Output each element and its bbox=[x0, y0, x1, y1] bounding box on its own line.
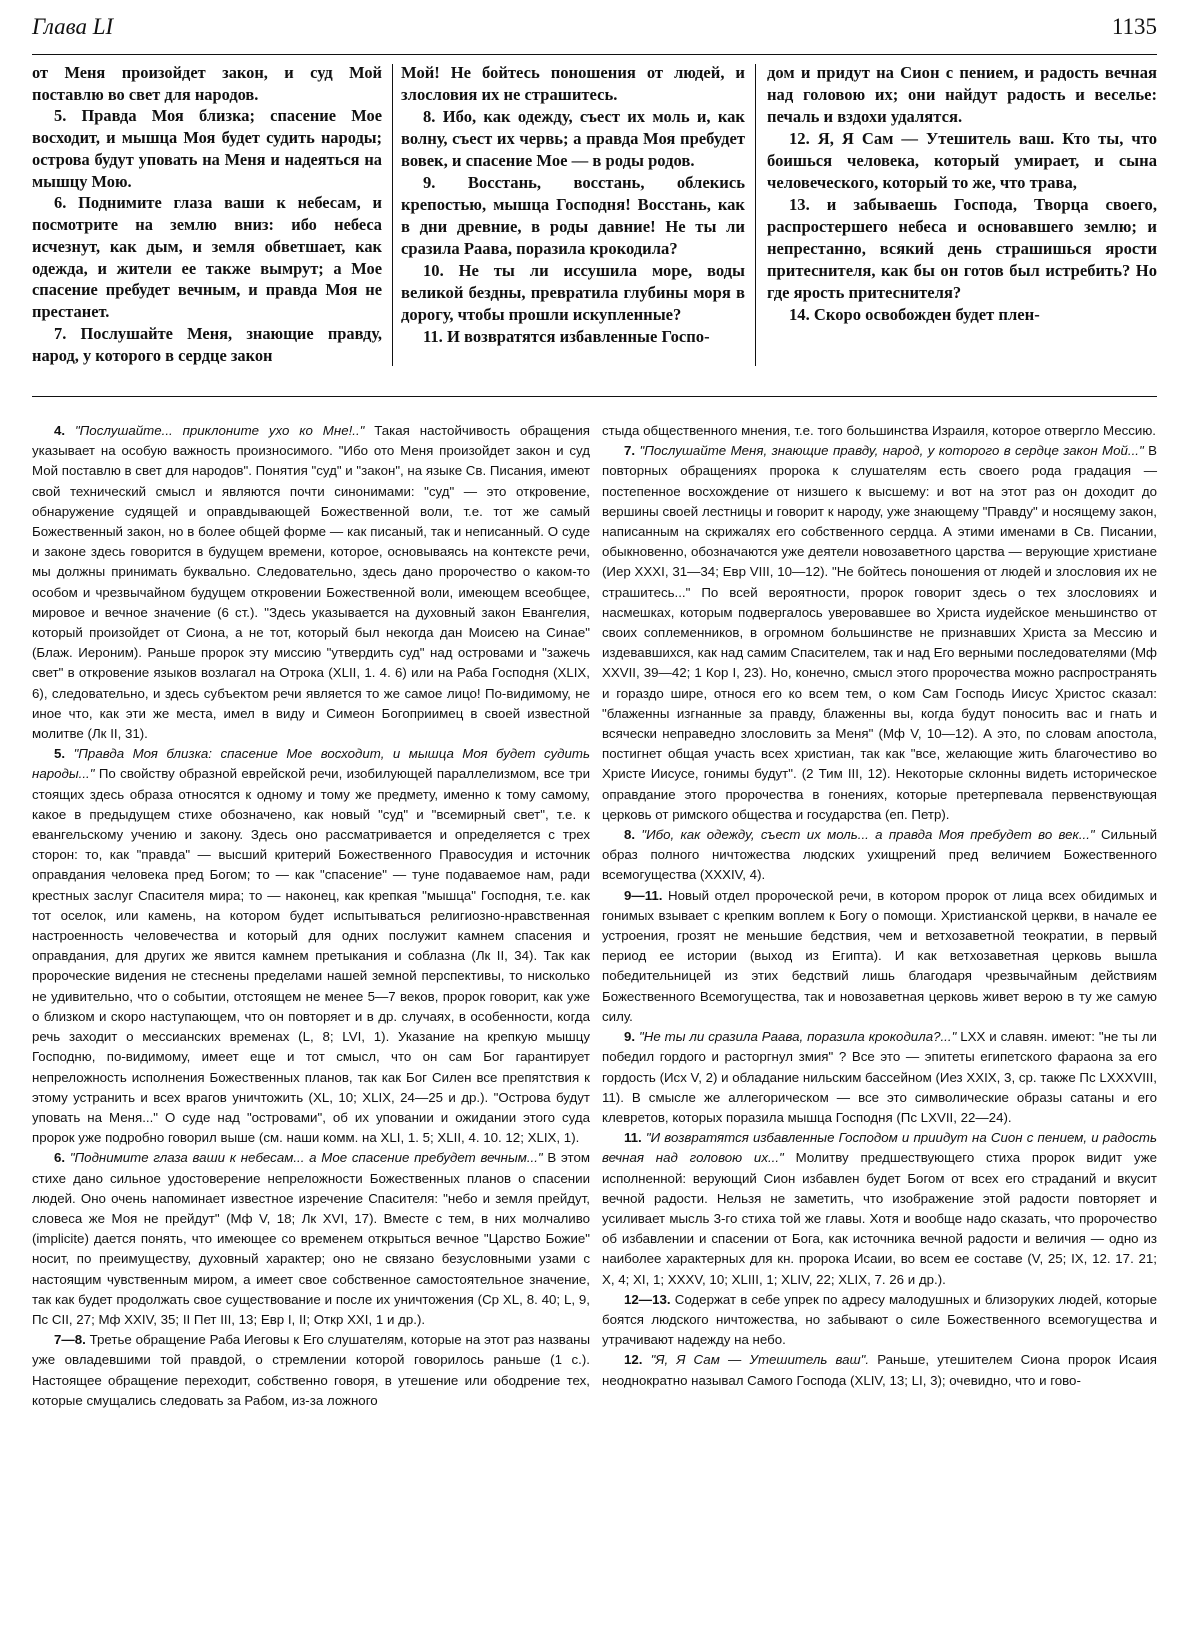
verse-reference: 9—11. bbox=[624, 887, 663, 903]
verse-paragraph: 7. Послушайте Меня, знающие правду, народ, у которого в сердце закон bbox=[32, 323, 382, 365]
verse-reference: 5. bbox=[54, 746, 66, 762]
commentary-text: Новый отдел пророческой речи, в котором пророк от лица всех обидимых и гонимых взывает с крепким воплем к Богу о помощи. Христианской церкви, в начале ее устроения, грозят не меньшие бедствия, чем и ветхозаветной теократии, в первый период ее истории (выход из Египта). И как ветхозаветная церковь вышла победительницей из этих бедствий лишь благодаря чрезвычайным действиям Божественного Всемогущества, так и новозаветная церковь живет верою в ту же самую силу. bbox=[602, 887, 1157, 1024]
commentary-paragraph bbox=[602, 825, 1157, 886]
verse-reference: 11. bbox=[624, 1130, 642, 1146]
verse-quote: "И возвратятся избавленные Господом и приидут на Сион с пением, и радость вечная над головою их..." bbox=[602, 1130, 1157, 1166]
verse-quote: "Ибо, как одежду, съест их моль... а правда Моя пребудет во век..." bbox=[641, 827, 1095, 843]
scripture-column-2 bbox=[401, 62, 745, 348]
verse-paragraph: от Меня произойдет закон, и суд Мой поставлю во свет для народов. bbox=[32, 63, 382, 104]
commentary-paragraph bbox=[32, 1148, 590, 1330]
commentary-text: Молитву предшествующего стиха пророк видит уже исполненной: верующий Сион избавлен будет Богом от всех его страданий и вкусит вечной радости. Нельзя не заметить, что изображение этой радости повторяет и усиливает мысль 3-го стиха той же главы. Хотя и вообще надо сказать, что пророчество об избавлении и спасении от Бога, как источника вечной радости и величия — одно из наиболее характерных для кн. пророка Исаии, во всем ее составе (V, 25; IX, 12. 17. 21; X, 4; XI, 1; XXXV, 10; XLIII, 1; XLIV, 22; XLIX, 7. 26 и др.). bbox=[602, 1150, 1157, 1287]
commentary-column-1 bbox=[32, 421, 590, 1411]
commentary-text: Сильный образ полного ничтожества людских ухищрений пред величием Божественного всемогущества (XXXIV, 4). bbox=[602, 827, 1157, 883]
commentary-paragraph bbox=[32, 1330, 590, 1411]
verse-reference: 8. bbox=[624, 827, 636, 843]
commentary-text: LXX и славян. имеют: "не ты ли победил гордого и расторгнул змия" ? Все это — эпитеты египетского фараона за его гордость (Исх V, 2) и обладание нильским бассейном (Иез XXIX, 3, ср. также Пс LXXXVIII, 11). В смысле же аллегорическом — все это символические образы сатаны и его клевретов, которых поразила мышца Господня (Пс LXVII, 22—24). bbox=[602, 1029, 1157, 1125]
verse-paragraph: Мой! Не бойтесь поношения от людей, и злословия их не страшитесь. bbox=[401, 63, 745, 104]
verse-quote: "Послушайте Меня, знающие правду, народ, у которого в сердце закон Мой..." bbox=[639, 443, 1144, 459]
commentary-text: Раньше, утешителем Сиона пророк Исаия неоднократно называл Самого Господа (XLIV, 13; LI, 3); очевидно, что и гово- bbox=[602, 1352, 1157, 1388]
commentary-paragraph bbox=[602, 1128, 1157, 1290]
verse-reference: 6. bbox=[54, 1150, 66, 1166]
running-header bbox=[32, 14, 1157, 48]
verse-paragraph: 9. Восстань, восстань, облекись крепостью, мышца Господня! Восстань, как в дни древние, в роды давние! Не ты ли сразила Раава, поразила крокодила? bbox=[401, 173, 745, 258]
verse-paragraph: 8. Ибо, как одежду, съест их моль и, как волну, съест их червь; а правда Моя пребудет вовек, и спасение Мое — в роды родов. bbox=[401, 107, 745, 170]
verse-paragraph: 12. Я, Я Сам — Утешитель ваш. Кто ты, что боишься человека, который умирает, и сына человеческого, который то же, что трава, bbox=[767, 129, 1157, 192]
verse-quote: "Послушайте... приклоните ухо ко Мне!.." bbox=[74, 423, 365, 438]
commentary-paragraph bbox=[602, 886, 1157, 1027]
verse-reference: 7. bbox=[624, 443, 636, 459]
section-rule bbox=[32, 396, 1157, 397]
verse-reference: 12. bbox=[624, 1352, 643, 1368]
scripture-column-1 bbox=[32, 62, 382, 366]
commentary-text: В повторных обращениях пророка к слушателям есть своего рода градация — постепенное восхождение от низшего к высшему: и вот на этот раз он доходит до вершины своей лестницы и говорит к народу, уже знающему "Правду" и носящему закон, написанным на скрижалях его собственного сердца. А этими именами в Св. Писании, обыкновенно, обозначаются уже деятели новозаветного царства — верующие христиане (Иер XXXI, 31—34; Евр VIII, 10—12). "Не бойтесь поношения от людей и злословия их не страшитесь..." По всей вероятности, пророк говорит здесь о тех злословиях и насмешках, которым подвергалось уверовавшее во Христа иудейское меньшинство от своих соплеменников, в огромном большинстве не признавших Христа за Мессию и издевавшихся, как над самим Спасителем, так и над Его верными последователями (Мф XXVII, 39—42; 1 Кор I, 23). Но, конечно, смысл этого пророчества можно распространять и гораздо шире, относя его ко всем тем, о ком Сам Господь Иисус Христос сказал: "блаженны изгнанные за правду, блаженны вы, когда будут поносить вас и гнать и всячески неправедно злословить за Меня" (Мф V, 10—12). А это, по словам апостола, постигнет общая участь всех христиан, так как "все, желающие жить благочестиво во Христе Иисусе, гонимы будут". (2 Тим III, 12). Некоторые склонны видеть историческое оправдание этого пророчества в гонениях, которые претерпевала первенствующая церковь от римского общества и государства (еп. Петр). bbox=[602, 443, 1158, 822]
verse-quote: "Я, Я Сам — Утешитель ваш". bbox=[650, 1352, 870, 1368]
verse-paragraph: 5. Правда Моя близка; спасение Мое восходит, и мышца Моя будет судить народы; острова будут уповать на Меня и надеяться на мышцу Мою. bbox=[32, 106, 382, 191]
verse-reference: 7—8. bbox=[54, 1332, 86, 1348]
commentary-paragraph bbox=[32, 421, 590, 744]
commentary-text: По свойству образной еврейской речи, изобилующей параллелизмом, все три стоящих здесь образа относятся к одному и тому же предмету, именно к тому самому, какое в предыдущем стихе обозначено, как новый "суд" и "всемирный свет", т.е. к евангельскому учению и закону. Здесь оно рассматривается и определяется с трех сторон: то, как "правда" — высший критерий Божественного Правосудия и источник оправдания человека пред Богом; то — как "спасение" — туне подаваемое нам, ради крестных заслуг Спасителя мира; то — наконец, как крепкая "мышца" Господня, т.е. как тот оселок, или камень, на котором будет испытываться религиозно-нравственная настроенность человечества и который для одних послужит камнем спасения и оправдания, для других же явится камнем претыкания и соблазна (Лк II, 34). Так как пророческие видения не стеснены пределами нашей земной перспективы, то нисколько не удивительно, что о событии, отстоящем не менее 5—7 веков, пророк говорит, как уже о близком и скоро наступающем, что он повторяет и в др. случаях, в особенности, когда речь заходит о мессианских временах (L, 8; LVI, 1). Указание на крепкую мышцу Господню, по-видимому, имеет еще и тот смысл, что он сам Бог гарантирует непреложность исполнения Божественных планов, так как Бог Силен все препятствия к этому устранить и всех врагов уничтожить (XL, 10; XLIX, 24—25 и др.). "Острова будут уповать на Меня..." О суде над "островами", об их уповании и ожидании этого суда пророк уже подробно говорил выше (см. наши комм. на XLI, 1. 5; XLII, 4. 10. 12; XLIX, 1). bbox=[32, 766, 590, 1146]
verse-paragraph: дом и придут на Сион с пением, и радость вечная над головою их; они найдут радость и веселье: печаль и вздохи удалятся. bbox=[767, 63, 1157, 126]
scripture-column-3 bbox=[767, 62, 1157, 326]
commentary-paragraph bbox=[602, 1290, 1157, 1351]
commentary-paragraph bbox=[32, 744, 590, 1148]
column-divider bbox=[755, 64, 756, 366]
verse-paragraph: 11. И возвратятся избавленные Госпо- bbox=[423, 327, 710, 346]
verse-reference: 9. bbox=[624, 1029, 636, 1045]
commentary-text: Третье обращение Раба Иеговы к Его слушателям, которые на этот раз названы уже овладевшими той правдой, о стремлении которой говорилось раньше (1 с.). Настоящее обращение переходит, собственно говоря, в утешение или ободрение тех, которые смущались следовать за Рабом, из-за ложного bbox=[32, 1332, 591, 1408]
commentary-text: стыда общественного мнения, т.е. того большинства Израиля, которое отвергло Мессию. bbox=[602, 423, 1156, 438]
commentary-text: Содержат в себе упрек по адресу малодушных и близоруких людей, которые боятся людского ничтожества, но забывают о силе Божественного всемогущества и утрачивают надежду на небо. bbox=[602, 1291, 1157, 1348]
chapter-title: Глава LI bbox=[32, 14, 114, 39]
verse-paragraph: 6. Поднимите глаза ваши к небесам, и посмотрите на землю вниз: ибо небеса исчезнут, как дым, и земля обветшает, как одежда, и жители ее также вымрут; а Мое спасение пребудет вечным, и правда Моя не престанет. bbox=[32, 193, 382, 322]
verse-reference: 4. bbox=[54, 423, 66, 438]
commentary-text: В этом стихе дано сильное удостоверение непреложности Божественных планов о спасении людей. Оно очень напоминает известное изречение Спасителя: "небо и земля прейдут, словеса же Моя не прейдут" (Мф V, 18; Лк XVI, 17). Вместе с тем, в них молчаливо (implicite) дается понять, что имеющее со временем открыться вечное "Царство Божие" носит, по преимуществу, духовный характер; оно не связано безусловными узами с настоящим чувственным миром, а имеет свое собственное самостоятельное значение, так как будет продолжать свое существование и после их уничтожения (Ср XL, 8. 40; L, 9, Пс СII, 27; Мф XXIV, 35; II Пет III, 13; Евр I, II; Откр XXI, 1 и др.). bbox=[32, 1150, 590, 1327]
commentary-paragraph bbox=[602, 1027, 1157, 1128]
commentary-column-2 bbox=[602, 421, 1157, 1391]
header-rule bbox=[32, 54, 1157, 55]
commentary-text: Такая настойчивость обращения указывает на особую важность произносимого. "Ибо ото Меня произойдет закон и суд Мой поставлю в свет для народов". Понятия "суд" и "закон", на языке Св. Писания, имеют свой технический смысл и являются почти синонимами: "суд" — это откровение, обнаружение судящей и оправдывающей Божественной воли, т.е. тот же самый Божественный закон, но в более общей форме — как писаный, так и неписанный. О суде и законе здесь говорится в будущем времени, которое, основываясь на контексте речи, мы должны принимать буквально. Следовательно, здесь дано пророчество о каком-то особом и чрезвычайном будущем откровении Божественной воли, имеющем всеобщее, мировое и вечное значение (6 ст.). "Здесь указывается на духовный закон Евангелия, который произойдет от Сиона, а не тот, который был некогда дан Моисею на Синае" (Блаж. Иероним). Раньше пророк эту миссию "утвердить суд" над островами и "зажечь свет" в откровение языков возлагал на Отрока (XLII, 1. 4. 6) или на Раба Господня (XLIX, 6), следовательно, и здесь субъектом речи является то же самое лицо! По-видимому, не иное что, как эти же места, имел в виду и Симеон Богоприимец в своей известной молитве (Лк II, 31). bbox=[32, 423, 591, 742]
commentary-paragraph bbox=[602, 1350, 1157, 1390]
verse-paragraph: 10. Не ты ли иссушила море, воды великой бездны, превратила глубины моря в дорогу, чтобы прошли искупленные? bbox=[401, 261, 745, 324]
verse-quote: "Правда Моя близка: спасение Мое восходит, и мышца Моя будет судить народы..." bbox=[32, 746, 590, 782]
verse-reference: 12—13. bbox=[624, 1291, 671, 1307]
verse-paragraph: 13. и забываешь Господа, Творца своего, распростершего небеса и основавшего землю; и непрестанно, всякий день страшишься ярости притеснителя, как бы он готов был истребить? Но где ярость притеснителя? bbox=[767, 195, 1157, 302]
commentary-paragraph bbox=[602, 441, 1157, 825]
commentary-paragraph bbox=[602, 421, 1157, 441]
page-number: 1135 bbox=[1111, 14, 1157, 39]
column-divider bbox=[392, 64, 393, 366]
verse-quote: "Не ты ли сразила Раава, поразила крокодила?..." bbox=[639, 1029, 957, 1045]
verse-quote: "Поднимите глаза ваши к небесам... а Мое спасение пребудет вечным..." bbox=[69, 1150, 543, 1166]
verse-paragraph: 14. Скоро освобожден будет плен- bbox=[789, 305, 1040, 324]
